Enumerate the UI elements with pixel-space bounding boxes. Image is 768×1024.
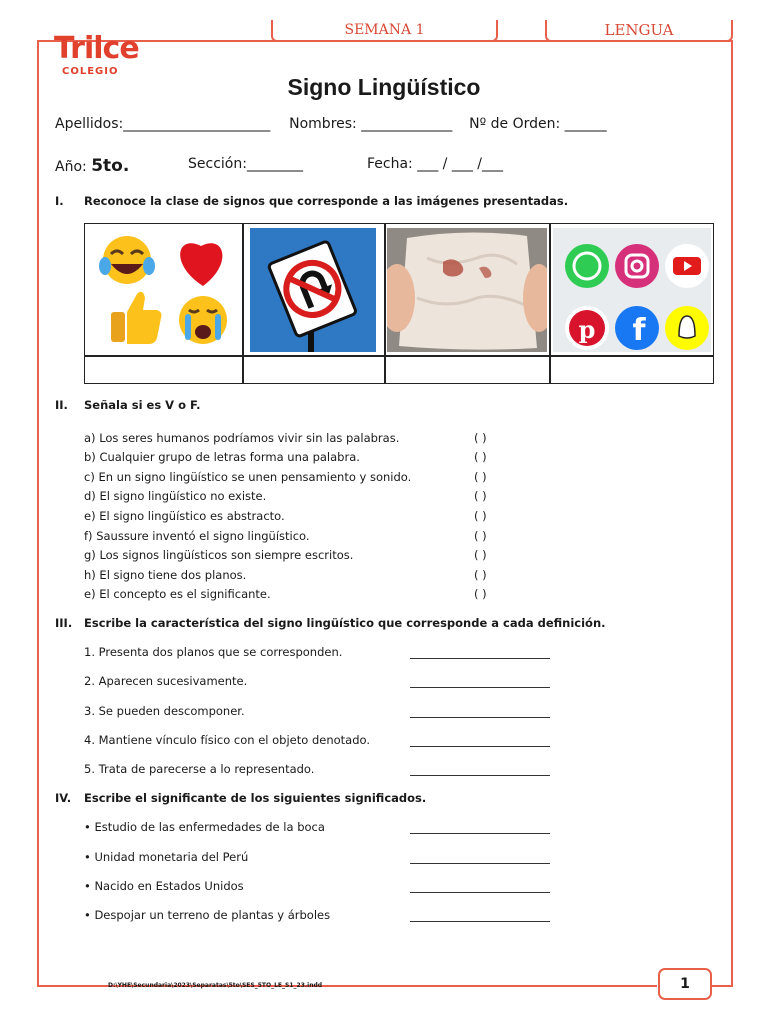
answer-paren[interactable]: ( ) — [474, 489, 487, 503]
meaning-item: • Unidad monetaria del Perú — [84, 850, 249, 864]
answer-line[interactable] — [410, 658, 550, 659]
page-frame-right — [731, 40, 733, 986]
school-logo — [54, 32, 139, 77]
facebook-icon — [615, 306, 659, 350]
svg-text:f: f — [632, 313, 646, 348]
year-field — [55, 156, 129, 176]
section-2-number: II. — [55, 398, 68, 412]
page-number: 1 — [658, 968, 712, 1000]
answer-line[interactable] — [410, 775, 550, 776]
heart-icon — [180, 243, 222, 286]
section-3-heading — [55, 616, 606, 630]
answer-paren[interactable]: ( ) — [474, 529, 487, 543]
image-table — [84, 223, 714, 384]
true-false-item: h) El signo tiene dos planos. — [84, 568, 247, 582]
social-media-logos-image — [553, 228, 711, 352]
instagram-icon — [615, 244, 659, 288]
section-4-heading — [55, 791, 426, 805]
answer-line[interactable] — [410, 833, 550, 834]
names-field[interactable]: Nombres: _____________ — [289, 116, 453, 132]
date-field[interactable]: Fecha: ___ / ___ /___ — [367, 156, 504, 172]
file-path: D:\YHE\Secundaria\2023\Separatas\5to\SES_5TO_LE_S1_23.indd — [108, 982, 323, 989]
year-label: Año: — [55, 159, 87, 175]
definition-item: 3. Se pueden descomponer. — [84, 704, 245, 718]
logo-subtitle: COLEGIO — [62, 66, 119, 77]
surname-field[interactable]: Apellidos:_____________________ — [55, 116, 271, 132]
true-false-item: f) Saussure inventó el signo lingüístico. — [84, 529, 310, 543]
definition-item: 1. Presenta dos planos que se corresponden. — [84, 645, 343, 659]
student-fields-row-1 — [55, 116, 607, 132]
answer-paren[interactable]: ( ) — [474, 587, 487, 601]
true-false-item: b) Cualquier grupo de letras forma una palabra. — [84, 450, 360, 464]
true-false-item: a) Los seres humanos podríamos vivir sin las palabras. — [84, 431, 400, 445]
emoji-group-image — [89, 228, 239, 352]
subject-tab: LENGUA — [545, 20, 733, 42]
answer-line[interactable] — [410, 921, 550, 922]
answer-paren[interactable]: ( ) — [474, 509, 487, 523]
page-title: Signo Lingüístico — [287, 74, 481, 100]
whatsapp-icon — [565, 244, 609, 288]
true-false-item: g) Los signos lingüísticos son siempre escritos. — [84, 548, 354, 562]
definition-item: 2. Aparecen sucesivamente. — [84, 674, 248, 688]
section-1-number: I. — [55, 194, 64, 208]
section-4-instruction: Escribe el significante de los siguientes significados. — [84, 791, 427, 805]
section-1-instruction: Reconoce la clase de signos que corresponde a las imágenes presentadas. — [84, 194, 569, 208]
no-u-turn-sign-image — [250, 228, 376, 352]
week-tab: SEMANA 1 — [271, 20, 498, 42]
true-false-item: c) En un signo lingüístico se unen pensamiento y sonido. — [84, 470, 412, 484]
logo-wordmark: Trilce — [54, 31, 139, 66]
definition-item: 4. Mantiene vínculo físico con el objeto denotado. — [84, 733, 370, 747]
true-false-item: d) El signo lingüístico no existe. — [84, 489, 267, 503]
section-4-number: IV. — [55, 791, 72, 805]
snapchat-icon — [665, 306, 709, 350]
stained-cloth-image — [387, 228, 547, 352]
meaning-item: • Nacido en Estados Unidos — [84, 879, 244, 893]
section-3-instruction: Escribe la característica del signo lingüístico que corresponde a cada definición. — [84, 616, 606, 630]
section-2-instruction: Señala si es V o F. — [84, 398, 201, 412]
answer-paren[interactable]: ( ) — [474, 450, 487, 464]
true-false-item: e) El concepto es el significante. — [84, 587, 271, 601]
meaning-item: • Estudio de las enfermedades de la boca — [84, 820, 325, 834]
pinterest-icon — [565, 306, 609, 350]
answer-paren[interactable]: ( ) — [474, 548, 487, 562]
page-frame-bottom-end — [712, 985, 733, 987]
answer-paren[interactable]: ( ) — [474, 568, 487, 582]
crying-emoji-icon — [179, 296, 227, 344]
order-field[interactable]: Nº de Orden: ______ — [469, 116, 607, 132]
section-field[interactable]: Sección:________ — [188, 156, 303, 172]
laughing-emoji-icon — [99, 236, 155, 284]
meaning-item: • Despojar un terreno de plantas y árboles — [84, 908, 331, 922]
year-value: 5to. — [91, 156, 130, 176]
answer-line[interactable] — [410, 717, 550, 718]
page-frame-left — [37, 40, 39, 986]
svg-text:p: p — [578, 315, 596, 344]
definition-item: 5. Trata de parecerse a lo representado. — [84, 762, 315, 776]
true-false-item: e) El signo lingüístico es abstracto. — [84, 509, 285, 523]
section-1-heading — [55, 194, 568, 208]
answer-line[interactable] — [410, 746, 550, 747]
section-2-heading — [55, 398, 201, 412]
section-3-number: III. — [55, 616, 73, 630]
answer-line[interactable] — [410, 892, 550, 893]
answer-line[interactable] — [410, 687, 550, 688]
thumbs-up-icon — [111, 292, 162, 344]
youtube-icon — [665, 244, 709, 288]
answer-paren[interactable]: ( ) — [474, 431, 487, 445]
answer-paren[interactable]: ( ) — [474, 470, 487, 484]
answer-line[interactable] — [410, 863, 550, 864]
